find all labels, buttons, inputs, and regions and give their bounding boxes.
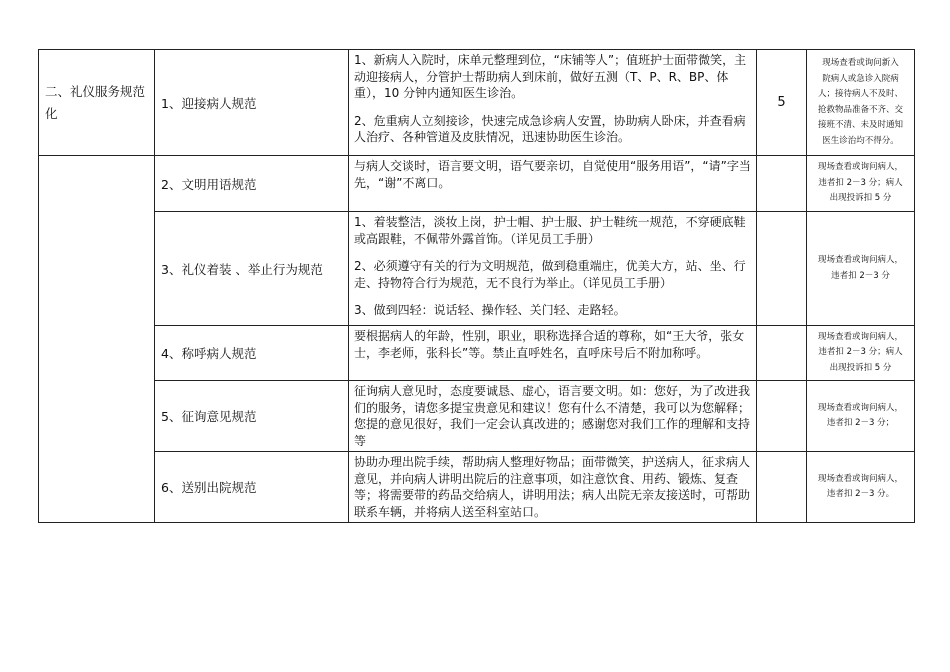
- item-cell: [155, 212, 349, 326]
- content-cell: [349, 50, 757, 156]
- method-line: 现场查看或询问病人，: [817, 331, 903, 342]
- method-line: 现场查看或询问病人，: [817, 162, 903, 173]
- content-paragraph: 与病人交谈时，语言要文明，语气要亲切，自觉使用“服务用语”，“请”字当先，“谢”不离口。: [354, 159, 751, 190]
- item-cell: [155, 381, 349, 452]
- method-line: 现场查看或询问新入: [822, 58, 899, 68]
- category-cell-empty: [39, 156, 155, 523]
- method-line: 现场查看或询问病人，: [817, 255, 903, 265]
- method-line: 出现投诉扣 5 分: [829, 193, 892, 204]
- category-label: 二、礼仪服务规范化: [45, 83, 146, 121]
- score-cell: [757, 156, 807, 212]
- method-line: 出现投诉扣 5 分: [829, 362, 892, 373]
- method-line: 违者扣 2－3 分；: [826, 418, 895, 428]
- score-cell: [757, 326, 807, 381]
- table-row: [39, 50, 915, 156]
- method-cell: [807, 326, 915, 381]
- method-line: 院病人或急诊入院病: [822, 73, 899, 84]
- item-label: 6、送别出院规范: [161, 480, 257, 495]
- item-label: 5、征询意见规范: [161, 409, 257, 424]
- content-paragraph: 要根据病人的年龄，性别，职业，职称选择合适的尊称，如“王大爷，张女士，李老师，张科长”等。禁止直呼姓名，直呼床号后不附加称呼。: [354, 329, 745, 360]
- method-line: 人；接待病人不及时、: [817, 89, 903, 99]
- score-cell: [757, 452, 807, 523]
- content-paragraph: 2、危重病人立刻接诊，快速完成急诊病人安置，协助病人卧床，并查看病人治疗、各种管道及皮肤情况，迅速协助医生诊治。: [354, 113, 746, 144]
- method-line: 现场查看或询问病人，: [817, 473, 903, 484]
- method-cell: [807, 50, 915, 156]
- content-cell: [349, 326, 757, 381]
- method-cell: [807, 381, 915, 452]
- content-paragraph: 1、新病人入院时，床单元整理到位，“床铺等人”；值班护士面带微笑，主动迎接病人，分管护士帮助病人到床前，做好五测（T、P、R、BP、体重），10 分钟内通知医生诊治。: [354, 53, 747, 100]
- content-cell: [349, 452, 757, 523]
- method-cell: [807, 156, 915, 212]
- table-row: [39, 326, 915, 381]
- score-cell: [757, 212, 807, 326]
- standards-table: [38, 49, 915, 523]
- content-paragraph: 协助办理出院手续，帮助病人整理好物品；面带微笑，护送病人，征求病人意见，并向病人讲明出院后的注意事项，如注意饮食、用药、锻炼、复查等；将需要带的药品交给病人，讲明用法；病人出院无亲友接送时，可帮助联系车辆，并将病人送至科室站口。: [354, 455, 751, 519]
- content-paragraph: 征询病人意见时，态度要诚恳、虚心，语言要文明。如：您好，为了改进我们的服务，请您多提宝贵意见和建议！您有什么不清楚，我可以为您解释；您提的意见很好，我们一定会认真改进的；感谢您对我们工作的理解和支持等: [354, 384, 751, 448]
- method-line: 医生诊治均不得分。: [822, 135, 899, 146]
- method-cell: [807, 452, 915, 523]
- content-paragraph: 1、着装整洁，淡妆上岗，护士帽、护士服、护士鞋统一规范，不穿硬底鞋或高跟鞋，不佩带外露首饰。（详见员工手册）: [354, 215, 746, 246]
- content-cell: [349, 156, 757, 212]
- content-paragraph: 2、必须遵守有关的行为文明规范，做到稳重端庄，优美大方，站、坐、行走、持物符合行为规范，无不良行为举止。（详见员工手册）: [354, 259, 746, 290]
- method-line: 违者扣 2－3 分；病人: [818, 347, 903, 358]
- method-line: 抢救物品准备不齐、交: [817, 104, 903, 115]
- method-line: 违者扣 2－3 分。: [826, 489, 895, 499]
- score-cell: [757, 50, 807, 156]
- table-row: [39, 452, 915, 523]
- method-line: 接班不清、未及时通知: [817, 120, 903, 130]
- score-cell: [757, 381, 807, 452]
- content-cell: [349, 212, 757, 326]
- content-cell: [349, 381, 757, 452]
- content-paragraph: 3、做到四轻：说话轻、操作轻、关门轻、走路轻。: [354, 303, 626, 317]
- item-cell: [155, 50, 349, 156]
- item-label: 4、称呼病人规范: [161, 346, 257, 361]
- score-value: 5: [777, 95, 786, 110]
- item-label: 1、迎接病人规范: [161, 95, 257, 111]
- item-cell: [155, 452, 349, 523]
- method-line: 违者扣 2－3 分: [831, 270, 890, 281]
- item-label: 3、礼仪着装 、举止行为规范: [161, 261, 323, 277]
- method-cell: [807, 212, 915, 326]
- method-line: 违者扣 2－3 分；病人: [818, 177, 903, 188]
- method-line: 现场查看或询问病人，: [817, 402, 903, 413]
- item-cell: [155, 326, 349, 381]
- item-cell: [155, 156, 349, 212]
- category-cell: [39, 50, 155, 156]
- table-row: [39, 212, 915, 326]
- table-row: [39, 156, 915, 212]
- table-row: [39, 381, 915, 452]
- item-label: 2、文明用语规范: [161, 176, 257, 192]
